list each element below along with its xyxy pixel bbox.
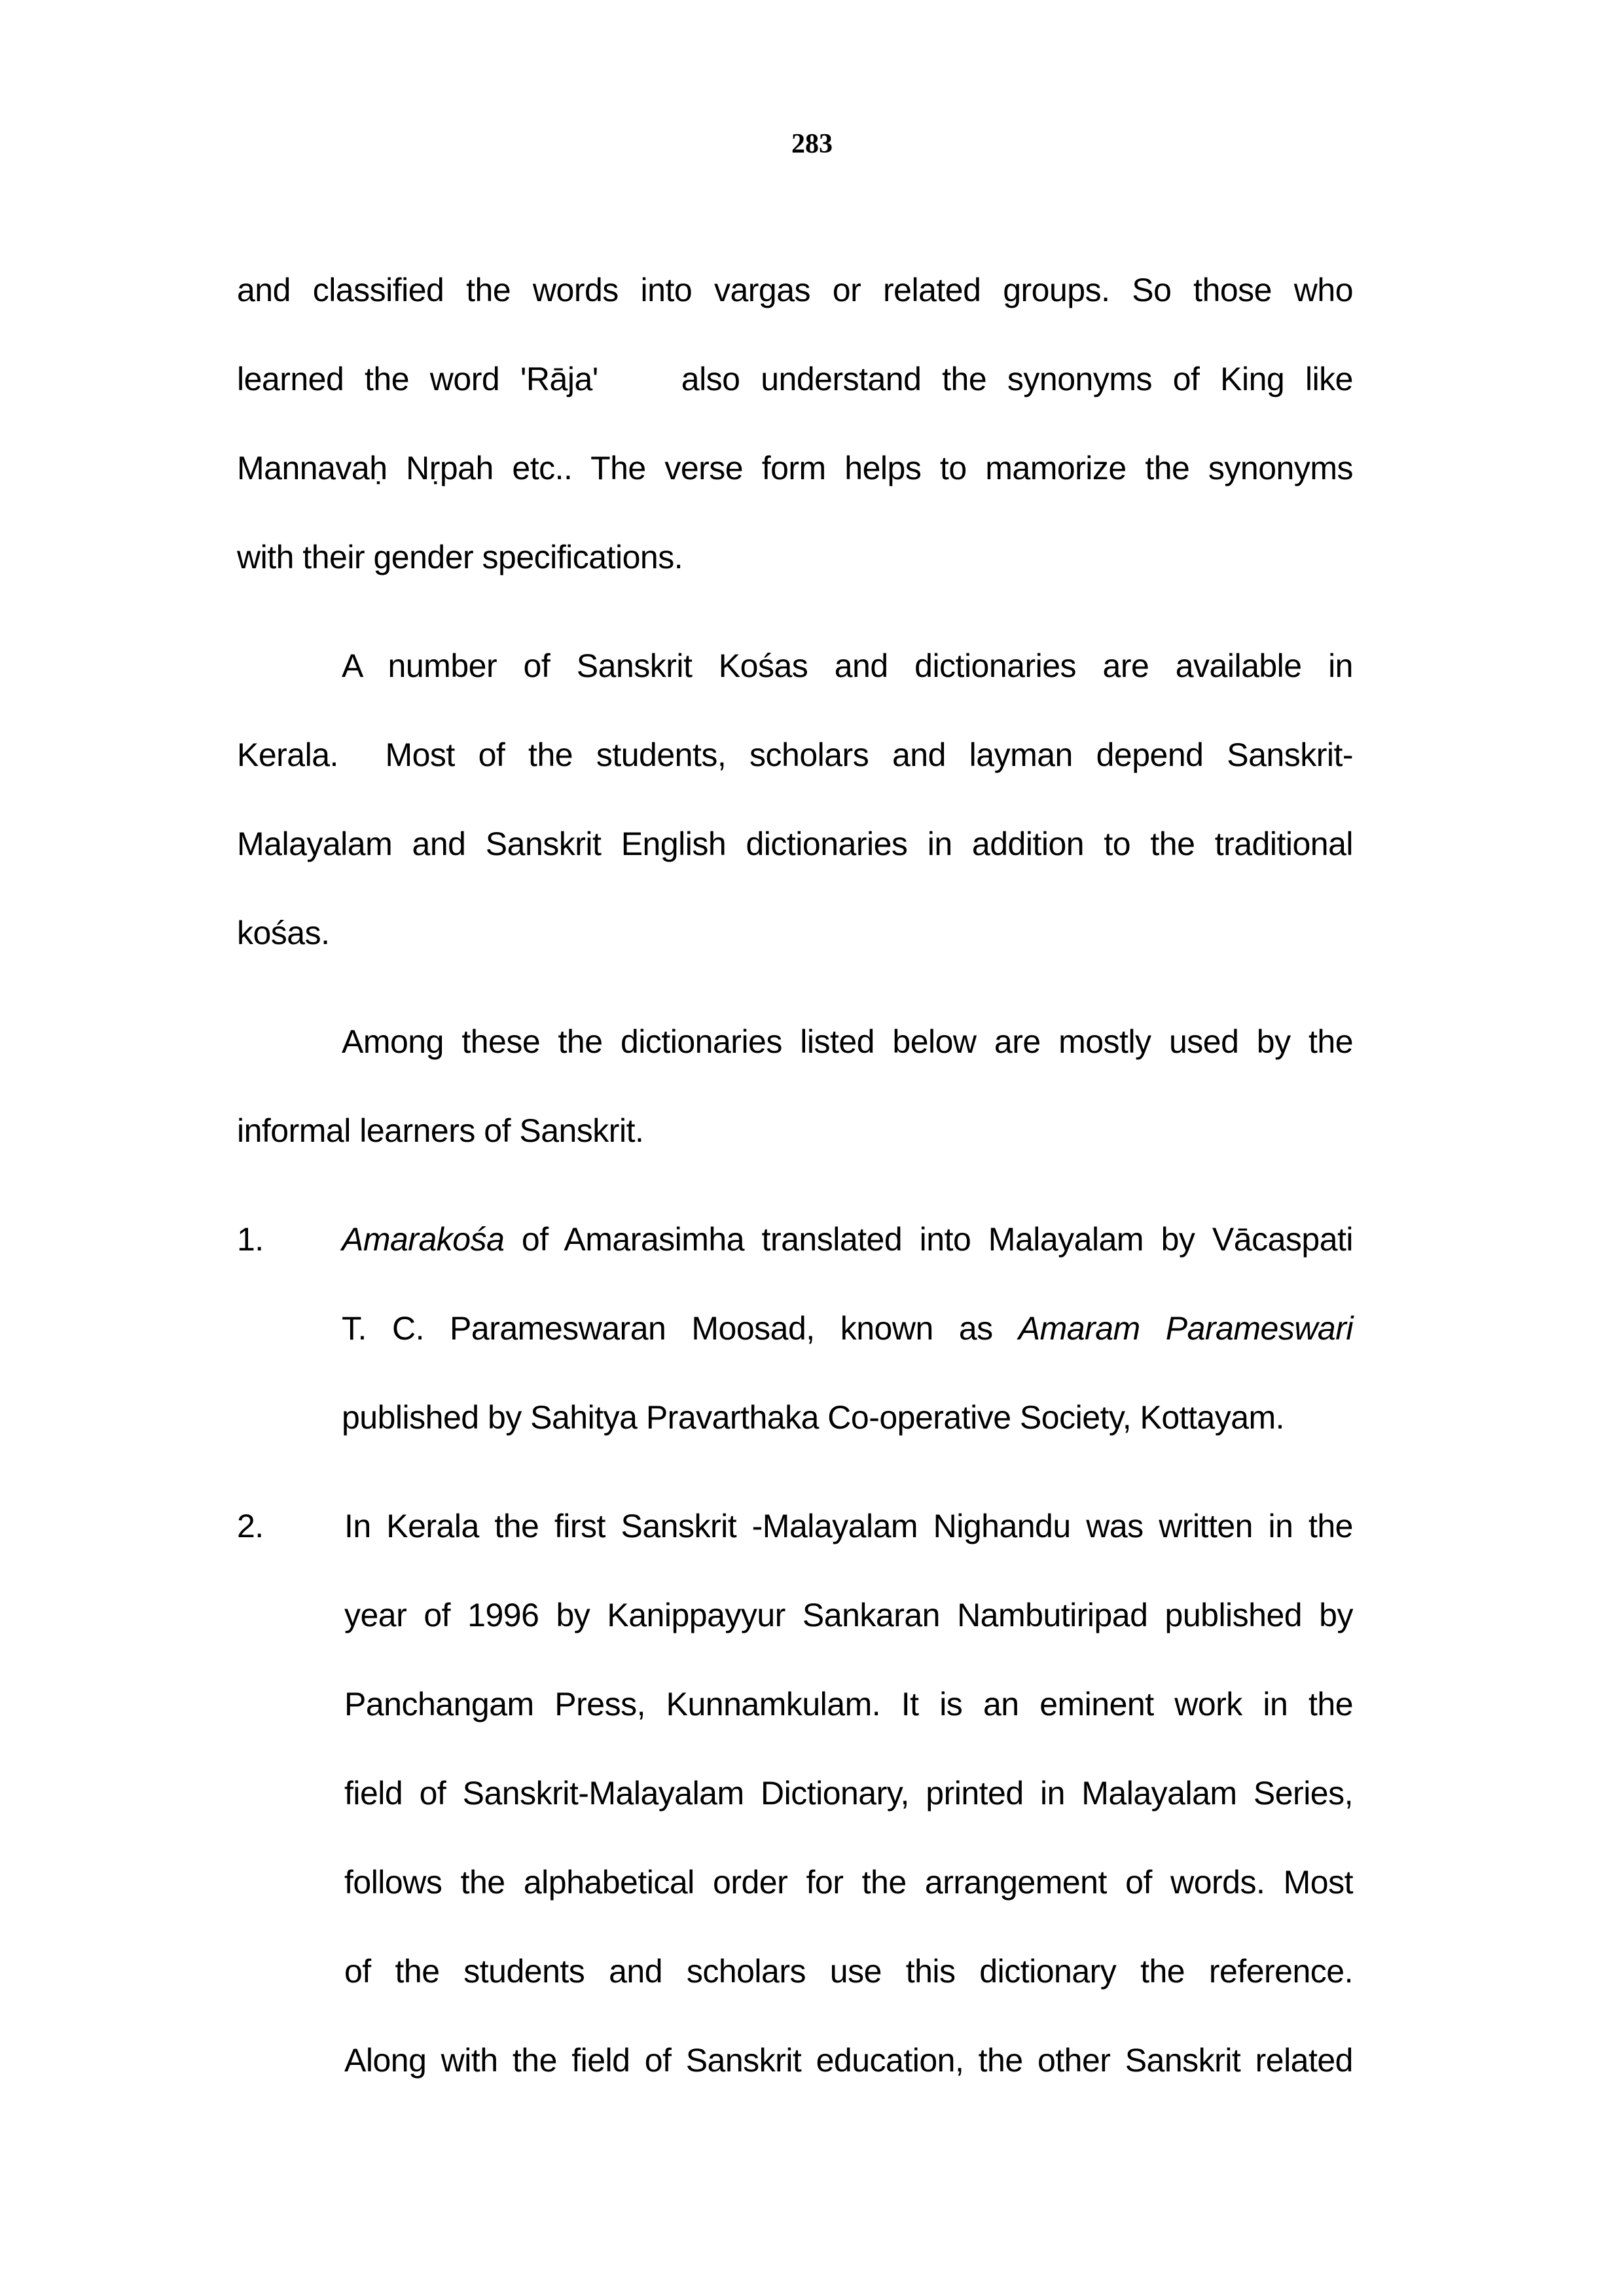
text-line: follows the alphabetical order for the arrangement of words. Most [344,1864,1353,1901]
text-line: year of 1996 by Kanippayyur Sankaran Nambutiripad published by [344,1597,1353,1633]
text-span: T. C. Parameswaran Moosad, known as [342,1310,1019,1347]
text-line: published by Sahitya Pravarthaka Co-operative Society, Kottayam. [342,1399,1285,1436]
text-line: with their gender specifications. [237,539,683,575]
list-item-body [344,1482,1353,2105]
text-line: Malayalam and Sanskrit English dictionaries in addition to the traditional [237,826,1353,862]
paragraph-1 [237,246,1353,602]
text-line: of the students and scholars use this dictionary the reference. [344,1953,1353,1990]
text-line [342,1284,1353,1373]
list-item-body [342,1195,1353,1462]
text-line: kośas. [237,915,330,951]
text-line: Along with the field of Sanskrit education, the other Sanskrit related [344,2042,1353,2079]
text-line: Mannavaḥ Nṛpah etc.. The verse form helps to mamorize the synonyms [237,450,1353,486]
text-line: A number of Sanskrit Kośas and dictionaries are available in [342,647,1353,684]
text-line: Panchangam Press, Kunnamkulam. It is an eminent work in the [344,1686,1353,1722]
text-line: informal learners of Sanskrit. [237,1112,644,1149]
list-item-2 [237,1482,1353,2105]
text-line: In Kerala the first Sanskrit -Malayalam Nighandu was written in the [344,1508,1353,1544]
paragraph-2 [237,621,1353,977]
text-line: and classified the words into vargas or related groups. So those who [237,272,1353,308]
text-line: field of Sanskrit-Malayalam Dictionary, printed in Malayalam Series, [344,1775,1353,1812]
body-text [237,246,1353,2124]
book-title: Amarakośa [342,1221,505,1258]
text-line: learned the word 'Rāja' also understand the synonyms of King like [237,361,1353,397]
list-number: 1. [237,1221,264,1258]
text-span: of Amarasimha translated into Malayalam by Vācaspati [504,1221,1353,1258]
page-number: 283 [791,129,833,159]
text-line: Kerala. Most of the students, scholars and layman depend Sanskrit- [237,737,1353,773]
paragraph-3 [237,997,1353,1175]
text-line [342,1195,1353,1284]
text-line: Among these the dictionaries listed below are mostly used by the [342,1023,1353,1060]
list-item-1 [237,1195,1353,1462]
book-title: Amaram Parameswari [1018,1310,1353,1347]
list-number: 2. [237,1508,264,1544]
